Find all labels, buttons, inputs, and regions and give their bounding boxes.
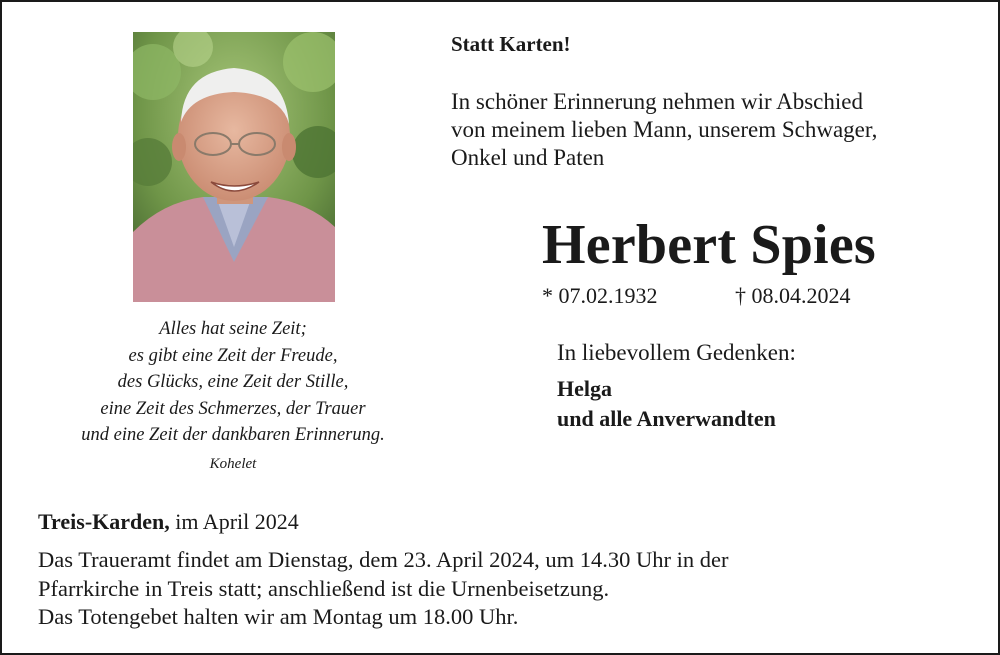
quote-line: es gibt eine Zeit der Freude, [128, 345, 338, 366]
details-line: Pfarrkirche in Treis statt; anschließend ist die Urnenbeisetzung. [38, 575, 610, 601]
birth-date: * 07.02.1932 [542, 283, 658, 308]
place-date [38, 509, 299, 535]
mourner-name: und alle Anverwandten [557, 406, 776, 431]
death-date: † 08.04.2024 [735, 283, 851, 308]
details-line: Das Traueramt findet am Dienstag, dem 23. April 2024, um 14.30 Uhr in der [38, 547, 729, 572]
quote-author: Kohelet [209, 456, 257, 472]
gedenken-label: In liebevollem Gedenken: [557, 340, 796, 365]
intro-text [451, 88, 991, 172]
quote-line: eine Zeit des Schmerzes, der Trauer [100, 398, 366, 419]
intro-line: Onkel und Paten [451, 145, 605, 170]
statt-karten-heading: Statt Karten! [451, 32, 571, 56]
intro-line: von meinem lieben Mann, unserem Schwager, [451, 117, 878, 142]
details-line: Das Totengebet halten wir am Montag um 18.00 Uhr. [38, 604, 519, 629]
quote-line: Alles hat seine Zeit; [159, 319, 307, 339]
deceased-name: Herbert Spies [542, 214, 876, 276]
quote-text [22, 316, 444, 449]
intro-line: In schöner Erinnerung nehmen wir Abschied [451, 89, 863, 114]
place-town: Treis-Karden, [38, 509, 170, 534]
quote-line: und eine Zeit der dankbaren Erinnerung. [81, 425, 385, 445]
quote-line: des Glücks, eine Zeit der Stille, [117, 372, 349, 392]
mourner-name: Helga [557, 376, 612, 401]
portrait-photo [133, 32, 335, 302]
place-month: im April 2024 [175, 509, 299, 534]
service-details [38, 546, 978, 632]
